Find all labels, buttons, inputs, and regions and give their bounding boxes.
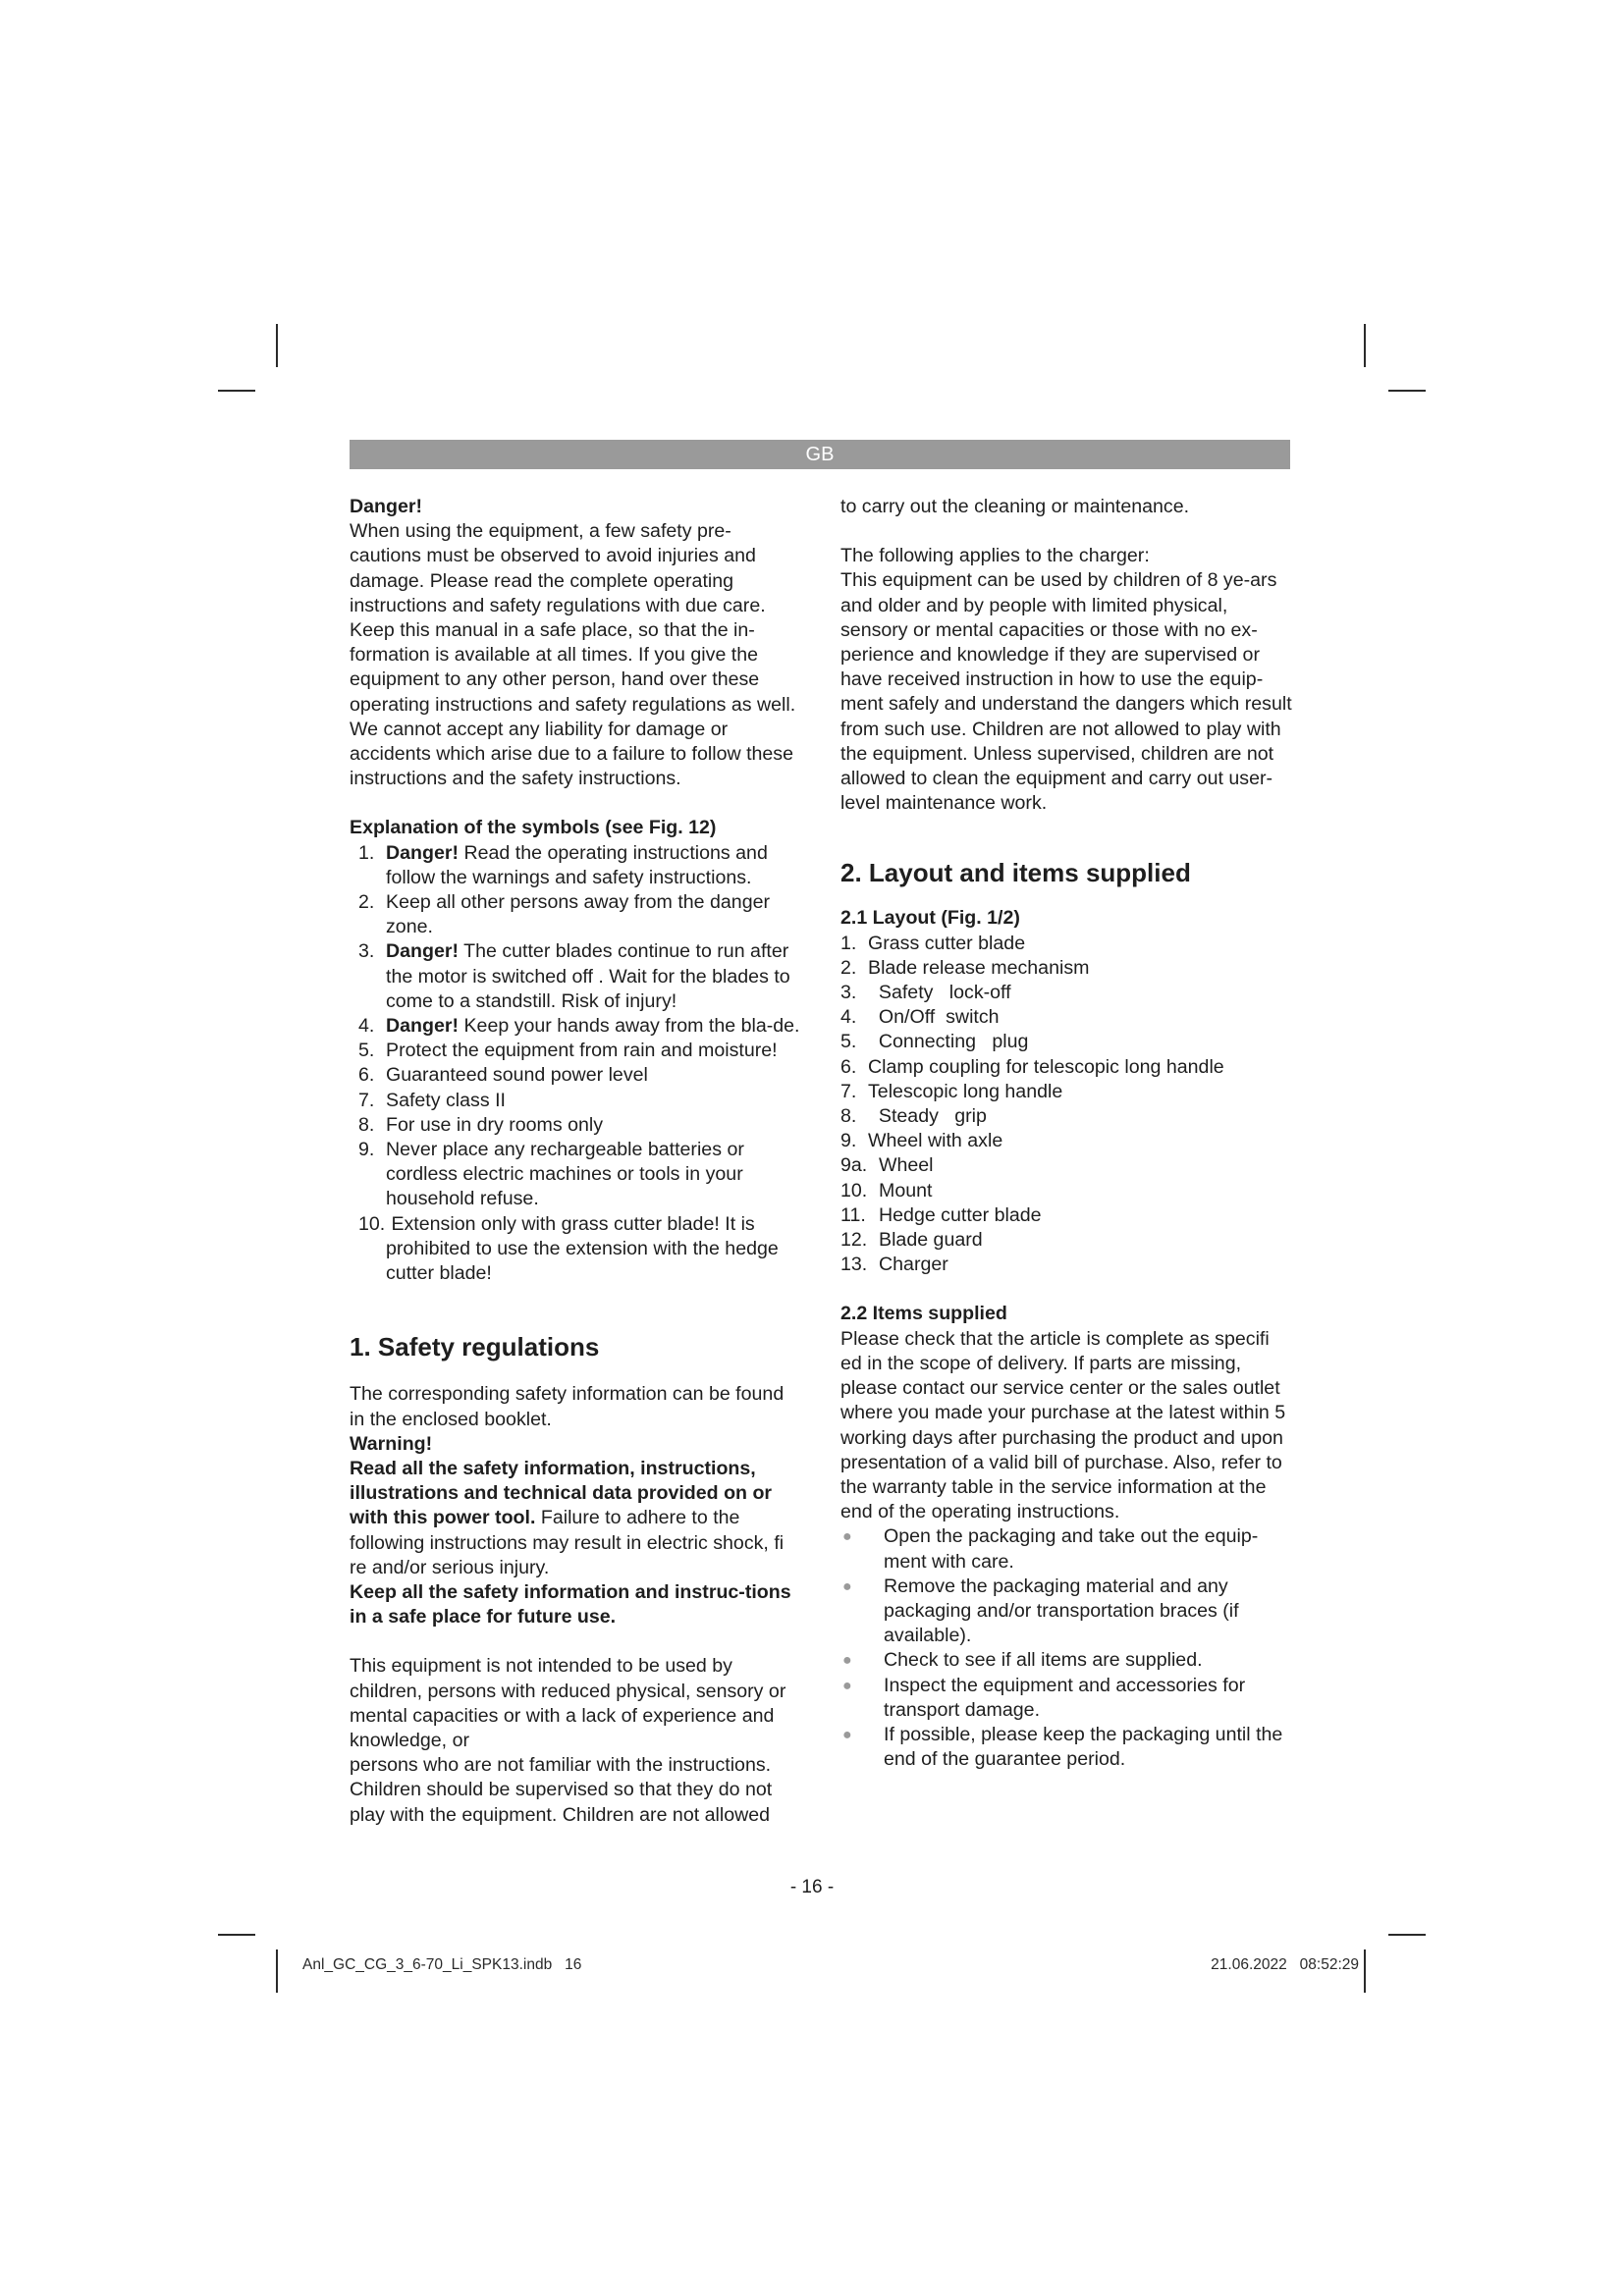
charger-intro: The following applies to the charger: xyxy=(840,545,1150,567)
layout-list xyxy=(840,932,1294,1278)
children-paragraph-1: This equipment is not intended to be used by children, persons with reduced physical, sensory or mental capacities or with a lack of experience and knowledge, or xyxy=(350,1655,786,1751)
list-item: 9. Never place any rechargeable batteries or cordless electric machines or tools in your household refuse. xyxy=(358,1139,744,1210)
section-2-heading: 2. Layout and items supplied xyxy=(840,858,1191,888)
danger-paragraph: When using the equipment, a few safety pre-cautions must be observed to avoid injuries and damage. Please read the complete operating instructions and safety regulations with due care. Keep this manual in a safe place, so that the in-formation is available at all times. If you give the equipment to any other person, hand over these operating instructions and safety regulations as well. We cannot accept any liability for damage or accidents which arise due to a failure to follow these instructions and the safety instructions. xyxy=(350,520,796,790)
crop-mark xyxy=(1364,1949,1366,1993)
crop-mark xyxy=(276,324,278,367)
bullet-icon: ● xyxy=(842,1677,852,1694)
crop-mark xyxy=(1364,324,1366,367)
list-item: 3. Safety lock-off xyxy=(840,982,1011,1004)
list-item: 6. Clamp coupling for telescopic long handle xyxy=(840,1055,1224,1078)
list-item: 12. Blade guard xyxy=(840,1229,983,1252)
list-item: 5. Connecting plug xyxy=(840,1031,1029,1053)
crop-mark xyxy=(1388,390,1426,392)
crop-mark xyxy=(1388,1934,1426,1936)
list-item: 10. Extension only with grass cutter blade! It is prohibited to use the extension with the hedge cutter blade! xyxy=(358,1212,779,1285)
right-column xyxy=(840,495,1294,1772)
list-item: 7. Telescopic long handle xyxy=(840,1080,1063,1102)
print-timestamp: 21.06.2022 08:52:29 xyxy=(1211,1956,1359,1973)
danger-heading: Danger! xyxy=(350,496,423,517)
list-item: 8. Steady grip xyxy=(840,1105,987,1128)
bullet-icon: ● xyxy=(842,1528,852,1546)
list-item: 2. Keep all other persons away from the danger zone. xyxy=(358,891,771,938)
bullet-icon: ● xyxy=(842,1577,852,1595)
list-item: 1. Grass cutter blade xyxy=(840,932,1026,954)
list-item: ● Check to see if all items are supplied. xyxy=(840,1648,1294,1673)
items-supplied-heading: 2.2 Items supplied xyxy=(840,1303,1007,1325)
warning-paragraph: Read all the safety information, instructions, illustrations and technical data provided on or with this power tool. Failure to adhere to the following instructions may result in electric shock, fi re and/or serious injury. xyxy=(350,1457,785,1578)
list-item: 10. Mount xyxy=(840,1179,933,1201)
language-code: GB xyxy=(805,444,835,465)
list-item: 8. For use in dry rooms only xyxy=(358,1113,604,1136)
list-item: ● Open the packaging and take out the equip-ment with care. xyxy=(840,1524,1294,1574)
items-supplied-list xyxy=(840,1524,1294,1772)
list-item: 9. Wheel with axle xyxy=(840,1130,1003,1152)
list-item: 4. Danger! Keep your hands away from the bla-de. xyxy=(358,1015,800,1038)
crop-mark xyxy=(276,1949,278,1993)
section-1-intro: The corresponding safety information can be found in the enclosed booklet. xyxy=(350,1383,785,1430)
left-column xyxy=(350,495,801,1828)
list-item: 2. Blade release mechanism xyxy=(840,956,1090,979)
list-item: 11. Hedge cutter blade xyxy=(840,1203,1042,1226)
list-item: 6. Guaranteed sound power level xyxy=(358,1064,648,1087)
layout-heading: 2.1 Layout (Fig. 1/2) xyxy=(840,907,1020,930)
bullet-icon: ● xyxy=(842,1726,852,1743)
symbols-heading: Explanation of the symbols (see Fig. 12) xyxy=(350,817,717,839)
keep-instructions: Keep all the safety information and instruc-tions in a safe place for future use. xyxy=(350,1580,791,1629)
symbols-list xyxy=(350,841,801,1287)
list-item: 9a. Wheel xyxy=(840,1154,934,1177)
list-item: 3. Danger! The cutter blades continue to run after the motor is switched off . Wait for the blades to come to a standstill. Risk of injury! xyxy=(358,940,790,1012)
file-name: Anl_GC_CG_3_6-70_Li_SPK13.indb 16 xyxy=(302,1956,582,1973)
list-item: ● Remove the packaging material and any packaging and/or transportation braces (if available). xyxy=(840,1575,1294,1649)
list-item: 13. Charger xyxy=(840,1254,948,1276)
list-item: 1. Danger! Read the operating instructions and follow the warnings and safety instructions. xyxy=(358,841,768,888)
section-1-heading: 1. Safety regulations xyxy=(350,1332,600,1362)
list-item: 4. On/Off switch xyxy=(840,1006,1000,1029)
items-supplied-paragraph: Please check that the article is complete as specifi ed in the scope of delivery. If parts are missing, please contact our service center or the sales outlet where you made your purchase at the latest within 5 working days after purchasing the product and upon presentation of a valid bill of purchase. Also, refer to the warranty table in the service information at the end of the operating instructions. xyxy=(840,1327,1286,1523)
list-item: ● Inspect the equipment and accessories for transport damage. xyxy=(840,1674,1294,1723)
crop-mark xyxy=(218,1934,255,1936)
warning-heading: Warning! xyxy=(350,1432,433,1455)
charger-paragraph: This equipment can be used by children of 8 ye-ars and older and by people with limited physical, sensory or mental capacities or those with no ex-perience and knowledge if they are supervised or have received instruction in how to use the equip-ment safely and understand the dangers which result from such use. Children are not allowed to play with the equipment. Unless supervised, children are not allowed to clean the equipment and carry out user-level maintenance work. xyxy=(840,569,1292,815)
language-header-bar xyxy=(350,440,1290,469)
page-number: - 16 - xyxy=(789,1877,835,1897)
list-item: 7. Safety class II xyxy=(358,1089,506,1111)
children-paragraph-2: persons who are not familiar with the instructions. Children should be supervised so that they do not play with the equipment. Children are not allowed xyxy=(350,1754,773,1826)
list-item: ● If possible, please keep the packaging until the end of the guarantee period. xyxy=(840,1723,1294,1772)
list-item: 5. Protect the equipment from rain and moisture! xyxy=(358,1040,778,1062)
continuation-text: to carry out the cleaning or maintenance. xyxy=(840,496,1190,517)
crop-mark xyxy=(218,390,255,392)
bullet-icon: ● xyxy=(842,1652,852,1670)
